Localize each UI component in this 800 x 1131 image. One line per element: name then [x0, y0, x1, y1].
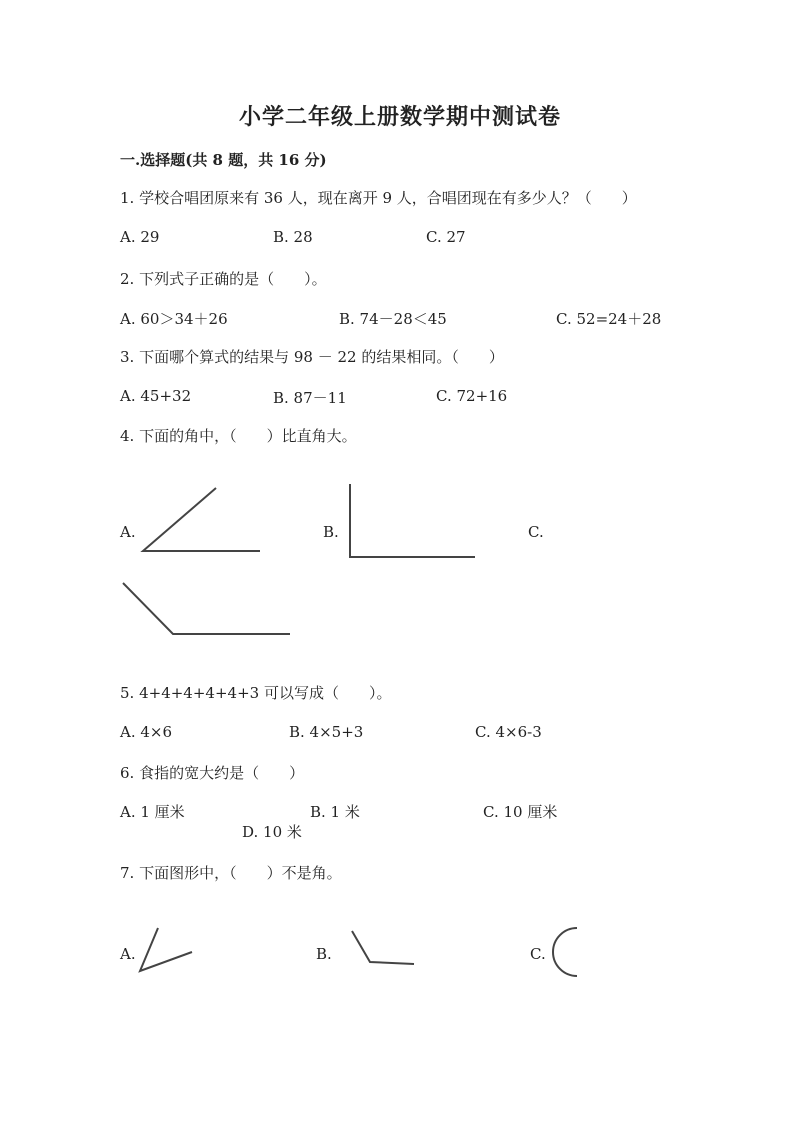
question-3-option-b: B. 87－11	[273, 389, 347, 407]
question-3-option-c: C. 72+16	[436, 387, 508, 405]
question-5-option-b: B. 4×5+3	[289, 723, 364, 741]
section-heading: 一.选择题(共 8 题，共 16 分)	[120, 151, 327, 169]
question-6-stem: 6. 食指的宽大约是（ ）	[120, 764, 305, 782]
question-2-option-b: B. 74－28＜45	[339, 310, 447, 328]
question-1-stem: 1. 学校合唱团原来有 36 人，现在离开 9 人，合唱团现在有多少人？（ ）	[120, 189, 637, 207]
question-7-stem: 7. 下面图形中，（ ）不是角。	[120, 864, 342, 882]
page-title: 小学二年级上册数学期中测试卷	[238, 104, 561, 130]
angle-figure-a	[136, 925, 196, 975]
question-4-option-a: A.	[120, 523, 136, 541]
question-5-option-a: A. 4×6	[120, 723, 173, 741]
question-7-option-a: A.	[120, 945, 136, 963]
question-4-stem: 4. 下面的角中，（ ）比直角大。	[120, 427, 357, 445]
question-4-option-b: B.	[323, 523, 339, 541]
question-1-option-a: A. 29	[120, 228, 160, 246]
question-2-stem: 2. 下列式子正确的是（ ）。	[120, 270, 327, 288]
question-1-option-b: B. 28	[273, 228, 313, 246]
right-angle-figure	[345, 482, 480, 560]
question-6-option-a: A. 1 厘米	[120, 803, 185, 821]
acute-angle-figure	[140, 485, 265, 557]
question-7-option-c: C.	[530, 945, 546, 963]
question-6-option-c: C. 10 厘米	[483, 803, 558, 821]
angle-figure-b	[348, 928, 418, 968]
question-6-option-b: B. 1 米	[310, 803, 360, 821]
question-3-stem: 3. 下面哪个算式的结果与 98 － 22 的结果相同。（ ）	[120, 348, 504, 366]
question-6-option-d: D. 10 米	[242, 823, 302, 841]
question-5-stem: 5. 4+4+4+4+4+3 可以写成（ ）。	[120, 684, 392, 702]
question-2-option-c: C. 52=24＋28	[556, 310, 662, 328]
question-4-option-c: C.	[528, 523, 544, 541]
question-2-option-a: A. 60＞34＋26	[120, 310, 228, 328]
question-1-option-c: C. 27	[426, 228, 466, 246]
obtuse-angle-figure	[120, 578, 295, 640]
question-5-option-c: C. 4×6-3	[475, 723, 542, 741]
curve-figure	[545, 925, 585, 980]
question-7-option-b: B.	[316, 945, 332, 963]
question-3-option-a: A. 45+32	[120, 387, 192, 405]
